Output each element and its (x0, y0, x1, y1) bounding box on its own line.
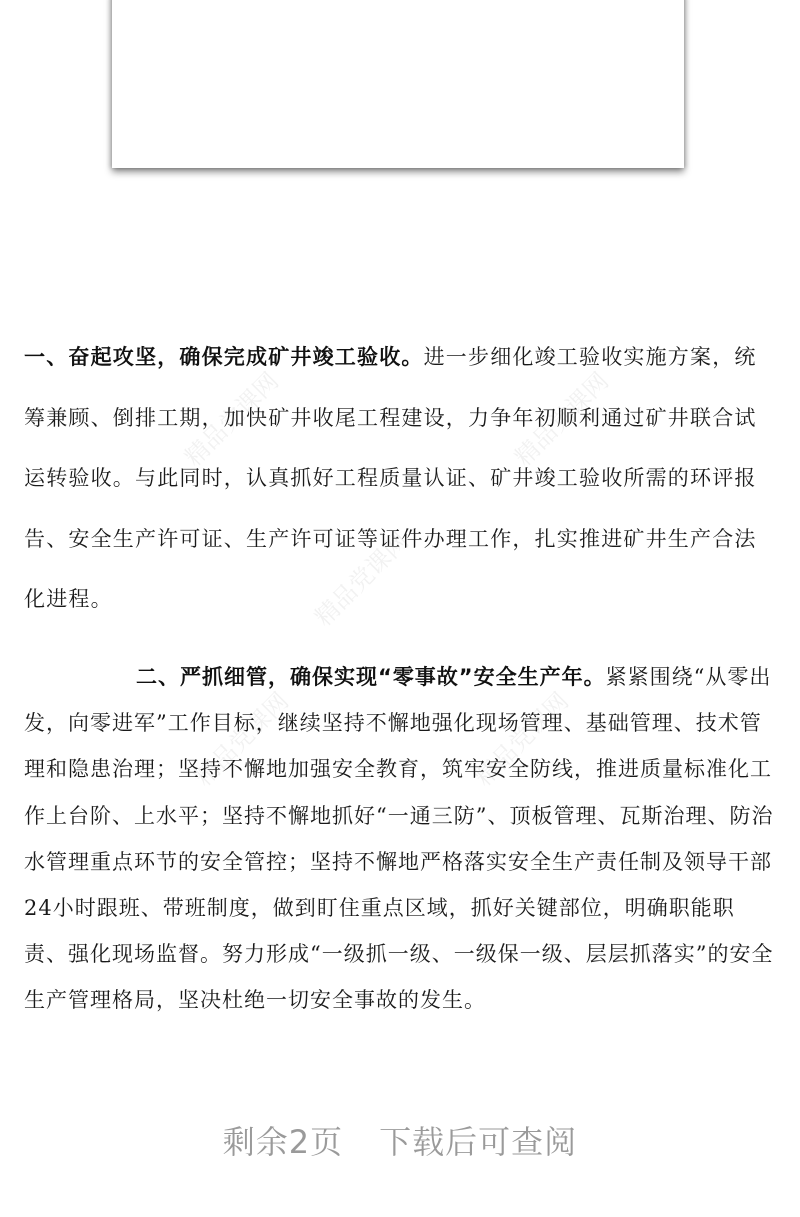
section-2-heading: 二、严抓细管，确保实现“零事故”安全生产年。 (136, 665, 606, 689)
watermark: 精品党课网 (509, 366, 615, 472)
section-2-body: 紧紧围绕“从零出发，向零进军”工作目标，继续坚持不懈地强化现场管理、基础管理、技术管理和隐患治理；坚持不懈地加强安全教育，筑牢安全防线，推进质量标准化工作上台阶、上水平；坚持不懈地抓好“一通三防”、顶板管理、瓦斯治理、防治水管理重点环节的安全管控；坚持不懈地严格落实安全生产责任制及领导干部24小时跟班、带班制度，做到盯住重点区域，抓好关键部位，明确职能职责、强化现场监督。努力形成“一级抓一级、一级保一级、层层抓落实”的安全生产管理格局，坚决杜绝一切安全事故的发生。 (24, 665, 774, 1013)
section-1-body: 进一步细化竣工验收实施方案，统筹兼顾、倒排工期，加快矿井收尾工程建设，力争年初顺利通过矿井联合试运转验收。与此同时，认真抓好工程质量认证、矿井竣工验收所需的环评报告、安全生产许可证、生产许可证等证件办理工作，扎实推进矿井生产合法化进程。 (24, 345, 757, 611)
document-preview-card (112, 0, 684, 168)
remaining-pages-label[interactable]: 剩余2页 (222, 1123, 344, 1161)
section-2-paragraph (24, 654, 776, 1024)
download-to-view-label[interactable]: 下载后可查阅 (379, 1123, 578, 1161)
watermark: 精品党课网 (189, 686, 295, 792)
watermark: 精品党课网 (179, 366, 285, 472)
section-1-paragraph (24, 327, 776, 630)
watermark: 精品党课网 (469, 686, 575, 792)
watermark: 精品党课网 (309, 526, 415, 632)
section-1-heading: 一、奋起攻坚，确保完成矿井竣工验收。 (24, 345, 424, 369)
download-prompt[interactable] (0, 1117, 800, 1163)
